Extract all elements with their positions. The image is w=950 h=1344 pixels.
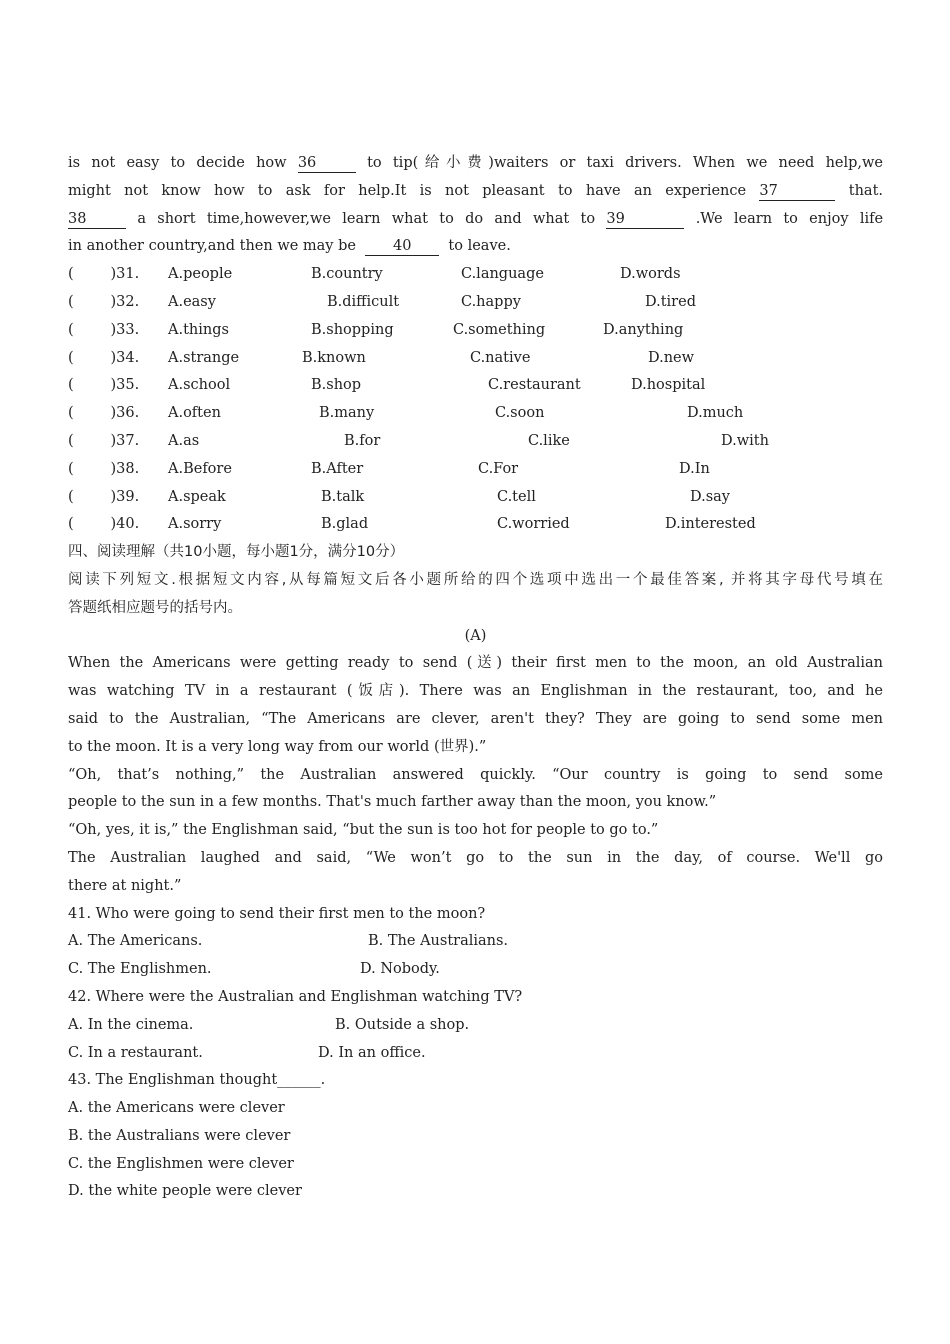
cloze-line-3	[68, 206, 883, 234]
question-number: ( )40.	[68, 516, 140, 533]
answer-blank-40: 40	[365, 237, 439, 256]
option-a: A.speak	[168, 488, 226, 505]
option-a: A.strange	[168, 349, 240, 366]
option-c: C. the Englishmen were clever	[68, 1155, 294, 1172]
option-d: D. the white people were clever	[68, 1183, 302, 1200]
option-a: A.as	[168, 432, 200, 449]
option-c: C.happy	[461, 293, 521, 310]
option-a: A. In the cinema.	[68, 1016, 194, 1033]
question-row-40	[68, 511, 883, 539]
question-row-33	[68, 317, 883, 345]
option-d: D.say	[690, 488, 730, 505]
answer-row	[68, 928, 883, 956]
option-d: D. In an office.	[318, 1044, 426, 1061]
question-number: ( )39.	[68, 488, 140, 505]
option-b: B.many	[319, 405, 375, 422]
passage-line: “Oh, that’s nothing,” the Australian answered quickly. “Our country is going to send some	[68, 766, 883, 783]
passage-line: When the Americans were getting ready to send (送) their first men to the moon, an old Australian	[68, 655, 883, 672]
exam-page	[68, 150, 883, 1206]
option-c: C.tell	[497, 488, 536, 505]
passage-line: said to the Australian, “The Americans are clever, aren't they? They are going to send some men	[68, 710, 883, 727]
question-row-36	[68, 400, 883, 428]
option-d: D.interested	[665, 516, 756, 533]
answer-blank-39: 39	[606, 210, 684, 229]
cloze-text: a short time,however,we learn what to do and what to	[137, 210, 596, 227]
option-d: D.with	[721, 432, 769, 449]
question-number: ( )35.	[68, 377, 140, 394]
question-number: ( )36.	[68, 405, 140, 422]
option-d: D.hospital	[631, 377, 706, 394]
passage-line: was watching TV in a restaurant (饭店). There was an Englishman in the restaurant, too, and he	[68, 683, 883, 700]
option-d: D.anything	[603, 321, 684, 338]
passage-line: to the moon. It is a very long way from our world (世界).”	[68, 738, 487, 755]
question-row-35	[68, 372, 883, 400]
question-number: ( )31.	[68, 266, 140, 283]
cloze-text: in another country,and then we may be	[68, 238, 356, 255]
question-row-37	[68, 428, 883, 456]
option-a: A.people	[168, 266, 233, 283]
option-d: D.much	[687, 405, 744, 422]
option-a: A.sorry	[168, 516, 222, 533]
option-b: B.talk	[321, 488, 365, 505]
option-b: B. The Australians.	[368, 933, 509, 950]
option-b: B. Outside a shop.	[335, 1016, 470, 1033]
option-d: D.tired	[645, 293, 696, 310]
option-c: C.soon	[495, 405, 545, 422]
answer-row	[68, 956, 883, 984]
passage-line: there at night.”	[68, 877, 182, 894]
question-number: ( )33.	[68, 321, 140, 338]
question-number: ( )34.	[68, 349, 140, 366]
option-c: C.like	[528, 432, 570, 449]
option-c: C.worried	[497, 516, 570, 533]
option-d: D.In	[679, 460, 710, 477]
section-instructions: 阅读下列短文.根据短文内容,从每篇短文后各小题所给的四个选项中选出一个最佳答案, 并将其字母代号填在	[68, 571, 883, 588]
cloze-text: is not easy to decide how	[68, 155, 287, 171]
option-c: C. The Englishmen.	[68, 961, 212, 978]
question-row-39	[68, 484, 883, 512]
question-row-31	[68, 261, 883, 289]
option-b: B.shop	[311, 377, 362, 394]
option-b: B.known	[302, 349, 366, 366]
question-number: ( )38.	[68, 460, 140, 477]
option-b: B.difficult	[327, 293, 400, 310]
question-number: ( )32.	[68, 293, 140, 310]
passage-label: (A)	[464, 627, 487, 644]
option-d: D.words	[620, 266, 681, 283]
question-row-38	[68, 456, 883, 484]
cloze-text: that.	[848, 182, 884, 199]
question-number: ( )37.	[68, 432, 140, 449]
reading-question-43: 43. The Englishman thought______.	[68, 1072, 326, 1089]
option-c: C.language	[461, 266, 544, 283]
option-b: B.After	[311, 460, 364, 477]
passage-line: The Australian laughed and said, “We won’t go to the sun in the day, of course. We'll go	[68, 849, 883, 866]
answer-blank-38: 38	[68, 210, 126, 229]
option-a: A.things	[168, 321, 229, 338]
section-instructions-cont: 答题纸相应题号的括号内。	[68, 599, 242, 616]
option-c: C.For	[478, 460, 519, 477]
passage-line: people to the sun in a few months. That's much farther away than the moon, you know.”	[68, 794, 717, 811]
option-a: A.school	[168, 377, 231, 394]
answer-blank-37: 37	[759, 182, 835, 201]
reading-question-42: 42. Where were the Australian and Englishman watching TV?	[68, 988, 523, 1005]
option-b: B.country	[311, 266, 383, 283]
option-a: A. The Americans.	[68, 933, 203, 950]
question-row-34	[68, 345, 883, 373]
option-d: D.new	[648, 349, 695, 366]
reading-question-41: 41. Who were going to send their first men to the moon?	[68, 905, 486, 922]
cloze-text: to leave.	[448, 238, 511, 255]
option-c: C.native	[470, 349, 531, 366]
answer-row	[68, 1040, 883, 1068]
cloze-text: to tip(给小费)waiters or taxi drivers. When we need help,we	[367, 155, 884, 171]
option-b: B.glad	[321, 516, 369, 533]
cloze-line-1	[68, 150, 883, 178]
option-a: A. the Americans were clever	[68, 1100, 285, 1117]
cloze-text: .We learn to enjoy life	[695, 210, 884, 227]
section-heading: 四、阅读理解（共10小题，每小题1分，满分10分）	[68, 544, 405, 561]
option-a: A.easy	[168, 293, 216, 310]
option-b: B.for	[344, 432, 381, 449]
answer-row	[68, 1012, 883, 1040]
question-row-32	[68, 289, 883, 317]
answer-blank-36: 36	[298, 154, 356, 173]
option-b: B.shopping	[311, 321, 394, 338]
option-b: B. the Australians were clever	[68, 1127, 291, 1144]
option-c: C.restaurant	[488, 377, 581, 394]
option-c: C. In a restaurant.	[68, 1044, 203, 1061]
option-a: A.often	[168, 405, 221, 422]
cloze-line-4	[68, 233, 883, 261]
cloze-line-2	[68, 178, 883, 206]
cloze-text: might not know how to ask for help.It is not pleasant to have an experience	[68, 182, 747, 199]
passage-line: “Oh, yes, it is,” the Englishman said, “but the sun is too hot for people to go to.”	[68, 822, 659, 839]
option-d: D. Nobody.	[360, 961, 440, 978]
option-a: A.Before	[168, 460, 232, 477]
option-c: C.something	[453, 321, 546, 338]
